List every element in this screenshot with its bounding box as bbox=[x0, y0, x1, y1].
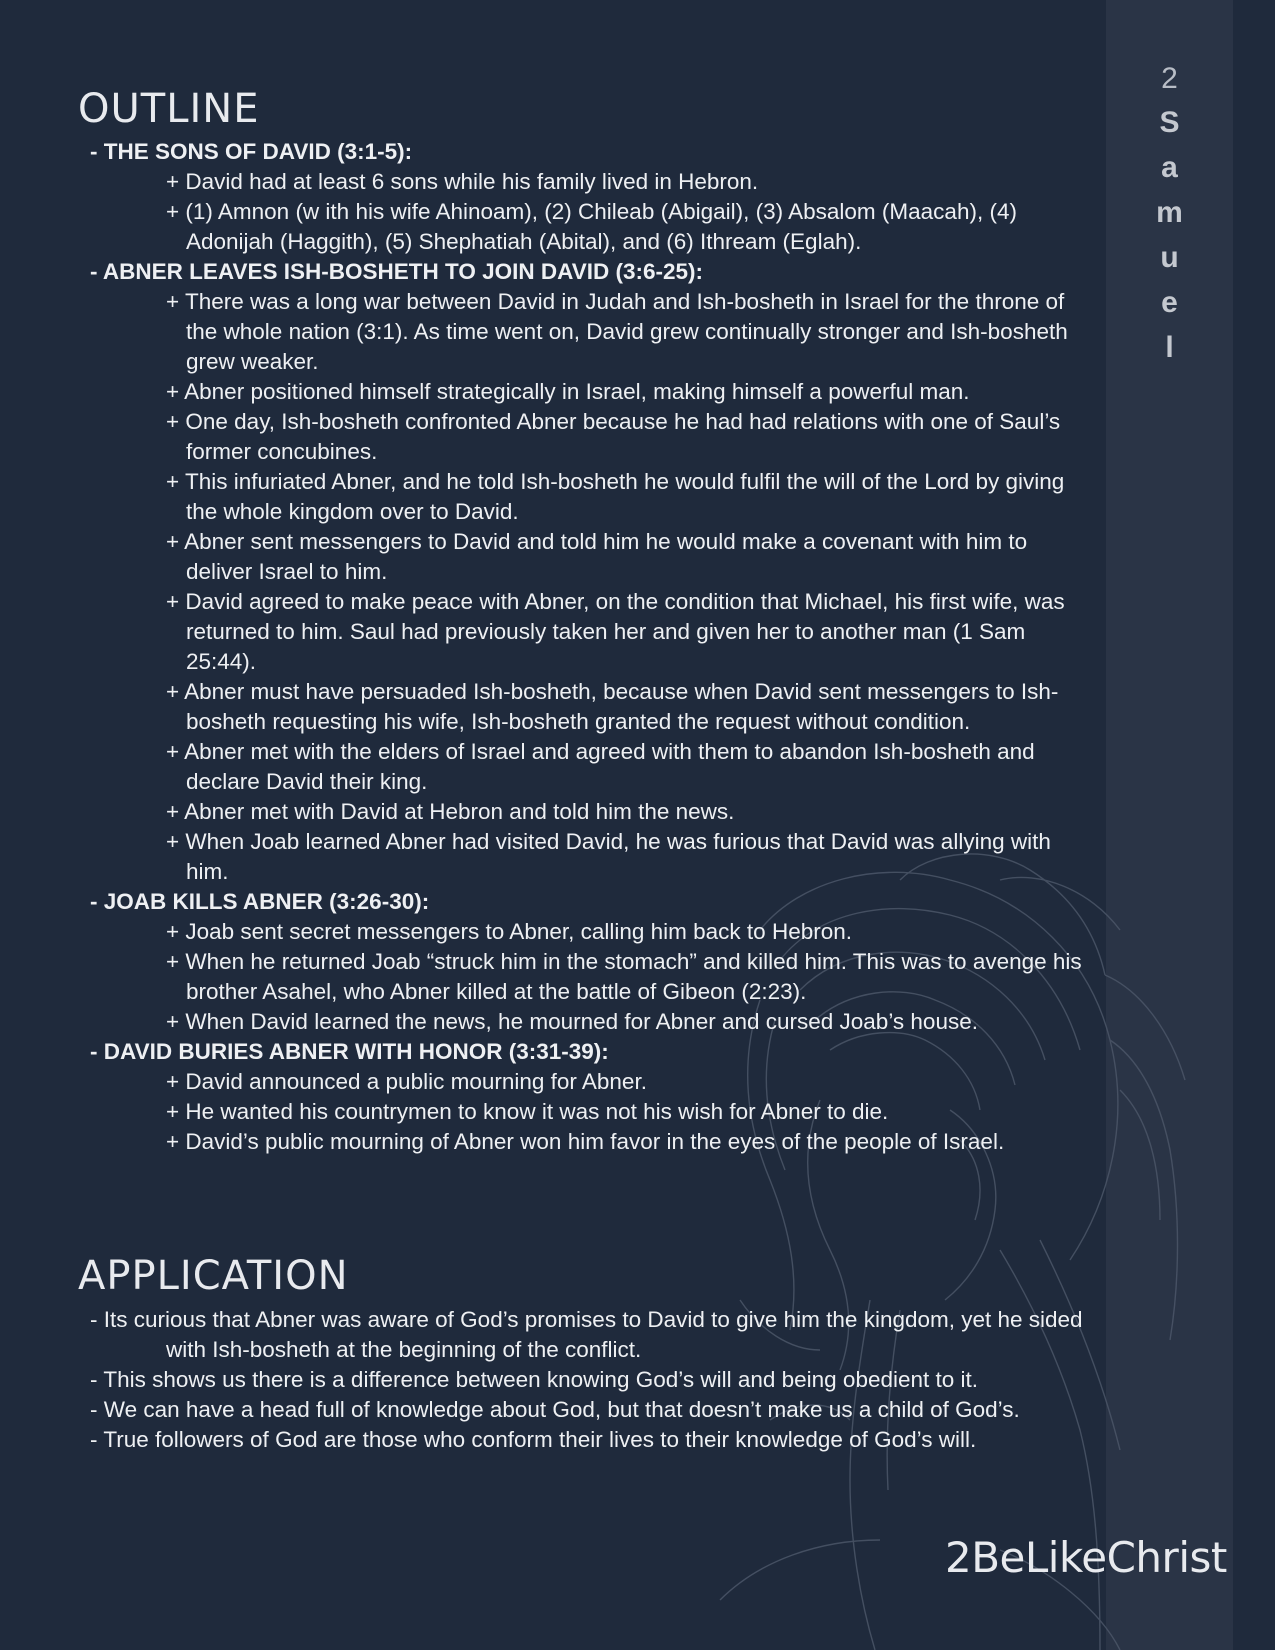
list-item: + David’s public mourning of Abner won him favor in the eyes of the people of Israel. bbox=[166, 1129, 1005, 1154]
list-item: - We can have a head full of knowledge about God, but that doesn’t make us a child of God’s. bbox=[90, 1397, 1020, 1422]
list-item: - This shows us there is a difference between knowing God’s will and being obedient to it. bbox=[90, 1367, 979, 1392]
application-list bbox=[78, 1305, 1098, 1455]
list-item: + Abner met with the elders of Israel and agreed with them to abandon Ish-bosheth and declare David their king. bbox=[166, 739, 1035, 794]
list-item: + He wanted his countrymen to know it was not his wish for Abner to die. bbox=[166, 1099, 889, 1124]
list-item: + There was a long war between David in Judah and Ish-bosheth in Israel for the throne of the whole nation (3:1). As time went on, David grew continually stronger and Ish-bosheth grew weaker. bbox=[166, 289, 1068, 374]
book-letter: m bbox=[1156, 196, 1183, 229]
book-number: 2 bbox=[1161, 62, 1178, 95]
section-title: - ABNER LEAVES ISH-BOSHETH TO JOIN DAVID (3:6-25): bbox=[90, 259, 703, 284]
list-item: + When he returned Joab “struck him in the stomach” and killed him. This was to avenge his brother Asahel, who Abner killed at the battle of Gibeon (2:23). bbox=[166, 949, 1082, 1004]
list-item: + When David learned the news, he mourned for Abner and cursed Joab’s house. bbox=[166, 1009, 978, 1034]
list-item: + One day, Ish-bosheth confronted Abner because he had had relations with one of Saul’s former concubines. bbox=[166, 409, 1061, 464]
section-title: - THE SONS OF DAVID (3:1-5): bbox=[90, 139, 413, 164]
outline-heading: OUTLINE bbox=[78, 86, 260, 132]
book-letter: l bbox=[1165, 331, 1174, 364]
outline-list bbox=[78, 137, 1098, 1157]
list-item: + Abner sent messengers to David and told him he would make a covenant with him to deliver Israel to him. bbox=[166, 529, 1028, 584]
list-item: + Abner positioned himself strategically in Israel, making himself a powerful man. bbox=[166, 379, 970, 404]
list-item: + Abner met with David at Hebron and told him the news. bbox=[166, 799, 735, 824]
vertical-book-title bbox=[1106, 58, 1233, 370]
list-item: + David announced a public mourning for Abner. bbox=[166, 1069, 647, 1094]
list-item: + (1) Amnon (w ith his wife Ahinoam), (2) Chileab (Abigail), (3) Absalom (Maacah), (4) Adonijah (Haggith), (5) Shephatiah (Abital), and (6) Ithream (Eglah). bbox=[166, 199, 1017, 254]
list-item: - Its curious that Abner was aware of God’s promises to David to give him the kingdom, yet he sided with Ish-bosheth at the beginning of the conflict. bbox=[90, 1307, 1083, 1362]
list-item: + Abner must have persuaded Ish-bosheth, because when David sent messengers to Ish-bosheth requesting his wife, Ish-bosheth granted the request without condition. bbox=[166, 679, 1059, 734]
book-letter: u bbox=[1160, 241, 1179, 274]
list-item: + David had at least 6 sons while his family lived in Hebron. bbox=[166, 169, 759, 194]
book-letter: a bbox=[1161, 151, 1178, 184]
book-letter: S bbox=[1159, 106, 1180, 139]
list-item: + When Joab learned Abner had visited David, he was furious that David was allying with him. bbox=[166, 829, 1051, 884]
brand-logo: 2BeLikeChrist bbox=[945, 1533, 1227, 1582]
section-title: - DAVID BURIES ABNER WITH HONOR (3:31-39): bbox=[90, 1039, 609, 1064]
list-item: + This infuriated Abner, and he told Ish-bosheth he would fulfil the will of the Lord by giving the whole kingdom over to David. bbox=[166, 469, 1065, 524]
book-letter: e bbox=[1161, 286, 1178, 319]
list-item: + Joab sent secret messengers to Abner, calling him back to Hebron. bbox=[166, 919, 852, 944]
list-item: - True followers of God are those who conform their lives to their knowledge of God’s will. bbox=[90, 1427, 977, 1452]
application-heading: APPLICATION bbox=[78, 1253, 349, 1299]
list-item: + David agreed to make peace with Abner, on the condition that Michael, his first wife, was returned to him. Saul had previously taken her and given her to another man (1 Sam 25:44). bbox=[166, 589, 1065, 674]
section-title: - JOAB KILLS ABNER (3:26-30): bbox=[90, 889, 430, 914]
